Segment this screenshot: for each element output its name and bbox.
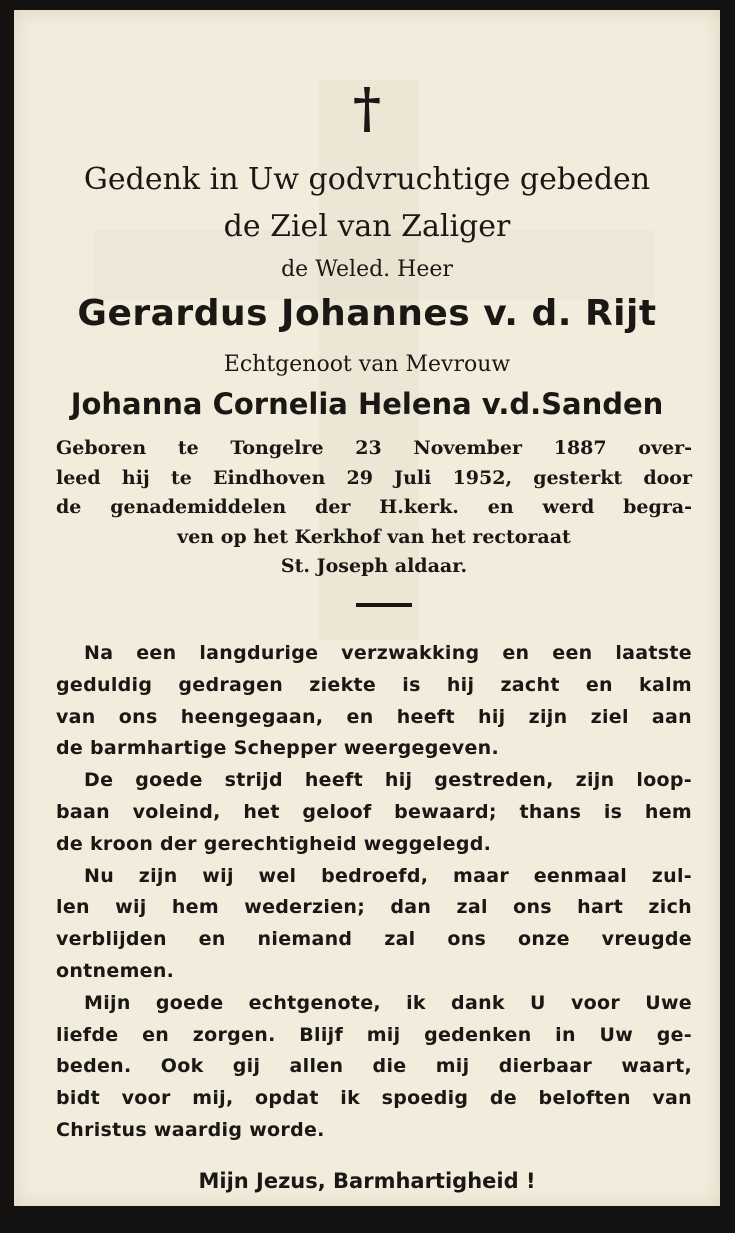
cross-icon: † — [352, 76, 382, 140]
paragraph-line: geduldig gedragen ziekte is hij zacht en kalm — [56, 673, 692, 696]
paragraph-line: ontnemen. — [56, 959, 175, 982]
paragraph-line: Mijn goede echtgenote, ik dank U voor Uwe — [84, 991, 692, 1014]
header-line-1: Gedenk in Uw godvruchtige gebeden — [83, 162, 651, 197]
biography-line: ven op het Kerkhof van het rectoraat — [177, 525, 571, 548]
paragraph-3 — [56, 861, 692, 988]
paragraph-line: Christus waardig worde. — [56, 1118, 325, 1141]
paragraph-line: De goede strijd heeft hij gestreden, zijn loop- — [84, 769, 692, 792]
paragraph-line: beden. Ook gij allen die mij dierbaar waart, — [56, 1055, 692, 1078]
biography-line: Geboren te Tongelre 23 November 1887 over- — [56, 437, 692, 459]
paragraph-line: van ons heengegaan, en heeft hij zijn ziel aan — [56, 705, 692, 728]
biography — [56, 434, 692, 582]
paragraph-line: Nu zijn wij wel bedroefd, maar eenmaal zul- — [84, 864, 692, 887]
paragraph-line: bidt voor mij, opdat ik spoedig de beloften van — [56, 1087, 692, 1110]
deceased-name: Gerardus Johannes v. d. Rijt — [77, 293, 657, 334]
paragraph-line: len wij hem wederzien; dan zal ons hart zich — [56, 896, 692, 919]
biography-line: leed hij te Eindhoven 29 Juli 1952, gesterkt door — [56, 466, 692, 489]
paragraph-line: verblijden en niemand zal ons onze vreugde — [56, 928, 692, 951]
paragraph-line: de barmhartige Schepper weergegeven. — [56, 737, 500, 760]
spouse-intro: Echtgenoot van Mevrouw — [223, 352, 511, 377]
paragraph-line: liefde en zorgen. Blijf mij gedenken in Uw ge- — [56, 1023, 692, 1046]
biography-line: de genademiddelen der H.kerk. en werd begra- — [56, 496, 692, 518]
paragraph-line: baan voleind, het geloof bewaard; thans is hem — [56, 800, 692, 823]
paragraph-line: Na een langdurige verzwakking en een laatste — [84, 642, 692, 664]
spouse-name: Johanna Cornelia Helena v.d.Sanden — [70, 387, 664, 421]
divider-rule — [356, 603, 412, 607]
header-line-3: de Weled. Heer — [281, 257, 453, 282]
biography-line: St. Joseph aldaar. — [280, 555, 468, 577]
memorial-card — [14, 10, 720, 1206]
body-text — [56, 638, 692, 1147]
paragraph-4 — [56, 988, 692, 1147]
header-line-2: de Ziel van Zaliger — [223, 209, 511, 244]
paragraph-line: de kroon der gerechtigheid weggelegd. — [56, 832, 492, 855]
closing-prayer: Mijn Jezus, Barmhartigheid ! — [198, 1169, 536, 1193]
paragraph-2 — [56, 765, 692, 860]
paragraph-1 — [56, 638, 692, 765]
